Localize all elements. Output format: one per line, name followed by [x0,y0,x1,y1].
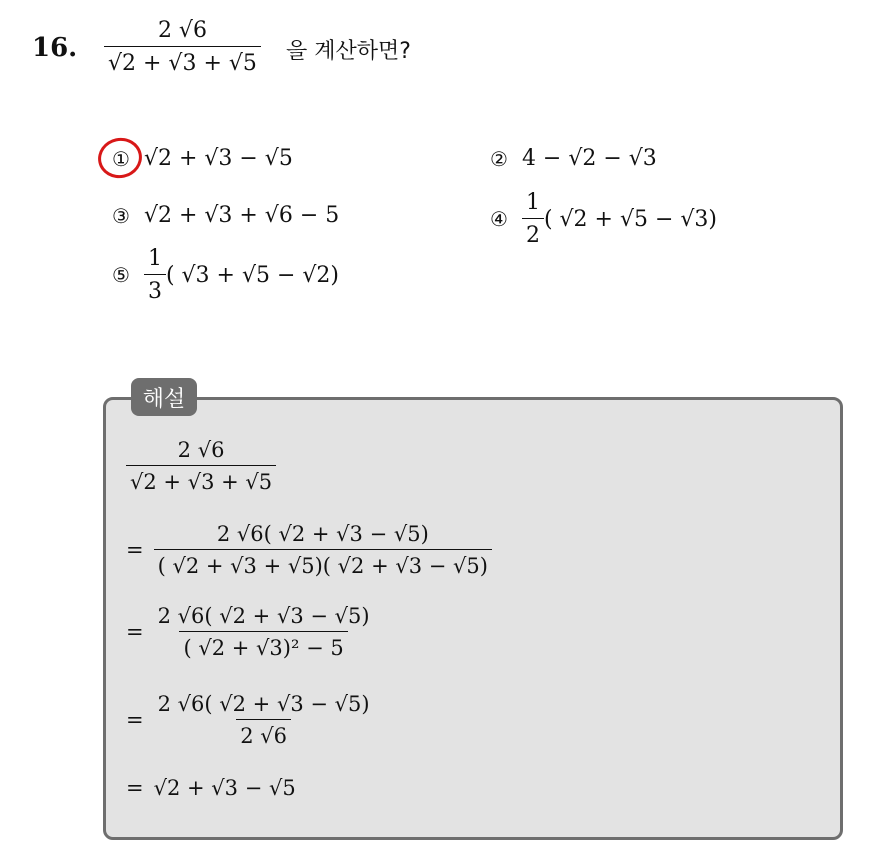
choice-2-label: ② [490,146,508,171]
solution-step-4: = $\frac{2 √6( √2 + √3 - √5)}{2 √6}$ [126,692,370,748]
choice-4-fraction: $\frac{1}{2}$ [522,190,544,248]
choice-5-label: ⑤ [112,263,130,287]
choice-5-expression: ( √3 + √5 − √2) [165,262,339,288]
choice-3[interactable] [112,203,339,228]
choice-3-label: ③ [112,203,130,228]
choice-5-fraction: $\frac{1}{3}$ [144,246,166,304]
question-number: 16. [32,33,78,63]
choice-5[interactable] [112,246,339,304]
question-fraction [104,18,261,76]
choice-4[interactable] [490,190,717,248]
solution-step-1: $\frac{2 √6}{√2 + √3 + √5}$ [126,438,276,494]
question-denominator: √2 + √3 + √5 [104,46,261,76]
solution-result: √2 + √3 − √5 [153,776,296,800]
solution-step-3: = $\frac{2 √6( √2 + √3 - √5)}{\text{( √2 + √3)² − 5}}$ [126,604,370,660]
choice-3-expression: √2 + √3 + √6 − 5 [143,203,340,228]
choice-4-label: ④ [490,207,508,231]
choice-1[interactable] [112,146,293,171]
choice-1-expression: √2 + √3 − √5 [143,146,293,171]
solution-tag: 해설 [131,378,197,416]
choice-1-label: ① [112,147,130,171]
choice-2-expression: 4 − √2 − √3 [521,146,657,171]
question-text: 을 계산하면? [286,39,411,64]
choice-4-expression: ( √2 + √5 − √3) [543,206,717,232]
choice-2[interactable] [490,146,657,171]
solution-step-2: = $\frac{2 √6( √2 + √3 - √5)}{( √2 + √3 + √5)( √2 + √3 - √5)}$ [126,522,492,578]
question-numerator: 2 √6 [157,18,207,43]
answer-circle-mark [94,133,145,181]
solution-step-5: = √2 + √3 − √5 [126,776,296,800]
